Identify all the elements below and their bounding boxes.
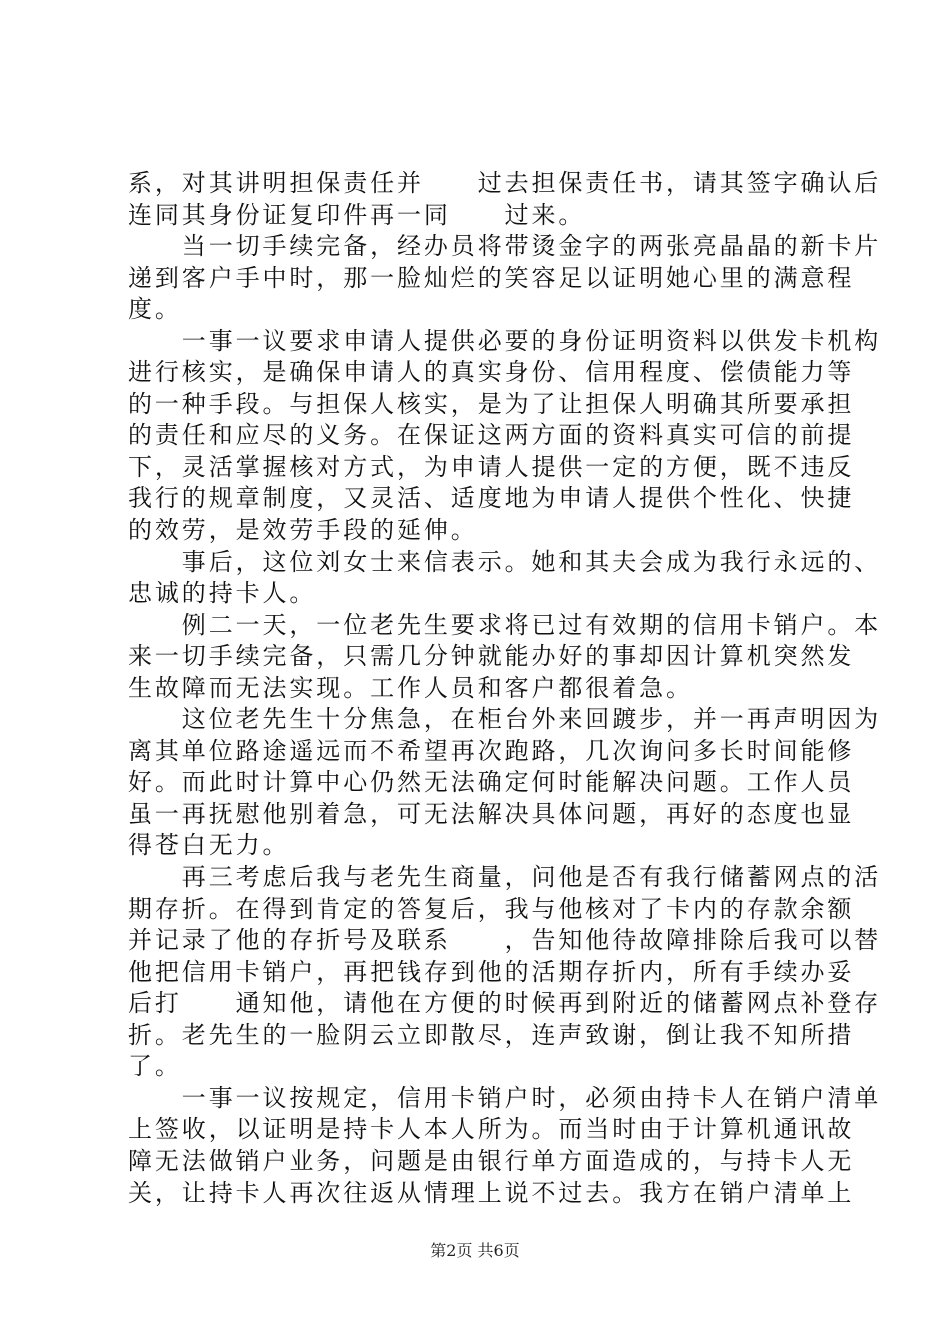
text-line: 度。 (128, 295, 182, 324)
text-line: 例二一天，一位老先生要求将已过有效期的信用卡销户。本 (128, 610, 882, 639)
text-line: 他把信用卡销户，再把钱存到他的活期存折内，所有手续办妥 (128, 957, 855, 986)
text-line: 了。 (128, 1052, 182, 1081)
text-line: 期存折。在得到肯定的答复后，我与他核对了卡内的存款余额 (128, 894, 855, 923)
body-text (128, 168, 882, 1209)
text-line: 连同其身份证复印件再一同 过来。 (128, 200, 586, 229)
text-line: 关，让持卡人再次往返从情理上说不过去。我方在销户清单上 (128, 1178, 855, 1207)
text-line: 递到客户手中时，那一脸灿烂的笑容足以证明她心里的满意程 (128, 263, 855, 292)
text-line: 忠诚的持卡人。 (128, 579, 317, 608)
text-line: 我行的规章制度，又灵活、适度地为申请人提供个性化、快捷 (128, 484, 855, 513)
text-line: 这位老先生十分焦急，在柜台外来回踱步，并一再声明因为 (128, 705, 882, 734)
text-line: 事后，这位刘女士来信表示。她和其夫会成为我行永远的、 (128, 547, 882, 576)
text-line: 后打 通知他，请他在方便的时候再到附近的储蓄网点补登存 (128, 989, 882, 1018)
text-line: 的一种手段。与担保人核实，是为了让担保人明确其所要承担 (128, 389, 855, 418)
text-line: 进行核实，是确保申请人的真实身份、信用程度、偿债能力等 (128, 358, 855, 387)
text-line: 的责任和应尽的义务。在保证这两方面的资料真实可信的前提 (128, 421, 855, 450)
text-line: 系，对其讲明担保责任并 过去担保责任书，请其签字确认后 (128, 169, 882, 197)
text-line: 一事一议要求申请人提供必要的身份证明资料以供发卡机构 (128, 326, 882, 355)
text-line: 下，灵活掌握核对方式，为申请人提供一定的方便，既不违反 (128, 452, 855, 481)
text-line: 再三考虑后我与老先生商量，问他是否有我行储蓄网点的活 (128, 863, 882, 892)
text-line: 虽一再抚慰他别着急，可无法解决具体问题，再好的态度也显 (128, 799, 855, 828)
text-line: 来一切手续完备，只需几分钟就能办好的事却因计算机突然发 (128, 642, 855, 671)
text-line: 并记录了他的存折号及联系 ，告知他待故障排除后我可以替 (128, 926, 882, 955)
text-line: 得苍白无力。 (128, 831, 290, 860)
text-line: 障无法做销户业务，问题是由银行单方面造成的，与持卡人无 (128, 1146, 855, 1175)
text-line: 当一切手续完备，经办员将带烫金字的两张亮晶晶的新卡片 (128, 232, 882, 261)
text-line: 折。老先生的一脸阴云立即散尽，连声致谢，倒让我不知所措 (128, 1020, 855, 1049)
text-line: 好。而此时计算中心仍然无法确定何时能解决问题。工作人员 (128, 768, 855, 797)
text-line: 上签收，以证明是持卡人本人所为。而当时由于计算机通讯故 (128, 1115, 855, 1144)
text-line: 一事一议按规定，信用卡销户时，必须由持卡人在销户清单 (128, 1083, 882, 1112)
page-footer: 第2页 共6页 (430, 1241, 520, 1260)
text-line: 生故障而无法实现。工作人员和客户都很着急。 (128, 673, 693, 702)
text-line: 离其单位路途遥远而不希望再次跑路，几次询问多长时间能修 (128, 736, 855, 765)
text-line: 的效劳，是效劳手段的延伸。 (128, 516, 478, 545)
